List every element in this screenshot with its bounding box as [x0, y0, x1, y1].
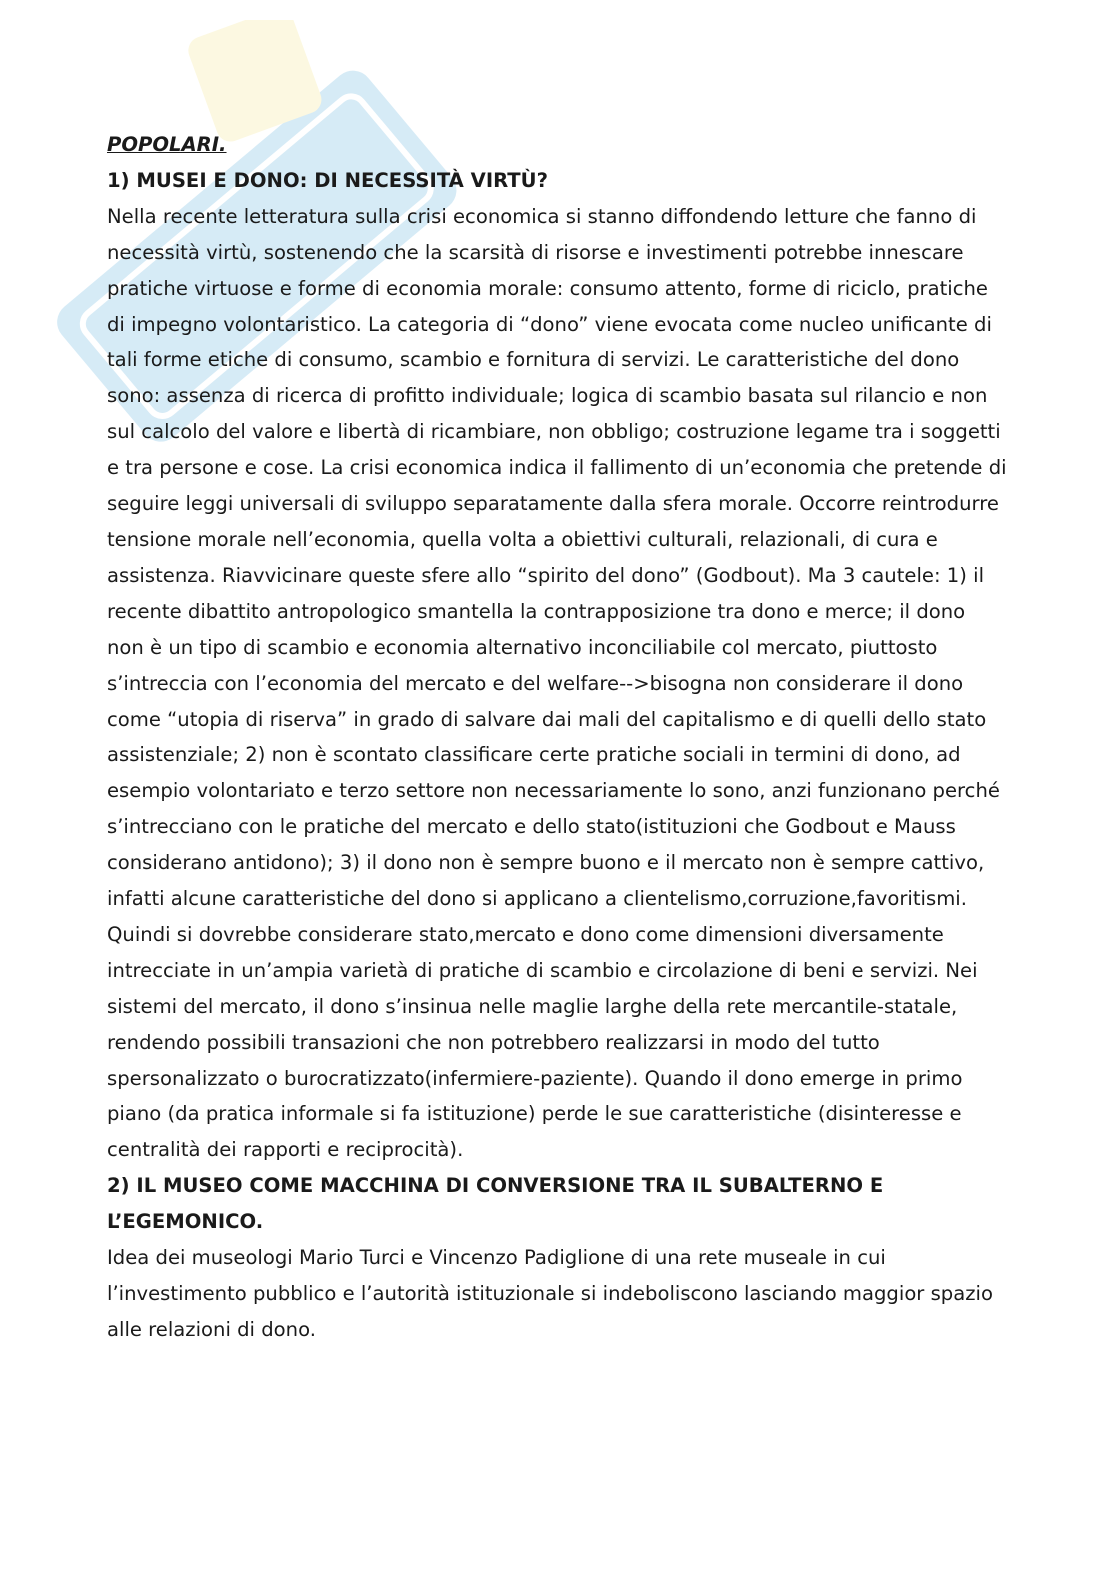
top-heading: POPOLARI.: [107, 133, 227, 156]
section-1-paragraph-1: Nella recente letteratura sulla crisi economica si stanno diffondendo letture che fanno di necessità virtù, sostenendo che la scarsità di risorse e investimenti potrebbe innescare pratiche virtuose e forme di economia morale: consumo attento, forme di riciclo, pratiche di impegno volontaristico. La categoria di “dono” viene evocata come nucleo unificante di tali forme etiche di consumo, scambio e fornitura di servizi. Le caratteristiche del dono sono: assenza di ricerca di profitto individuale; logica di scambio basata sul rilancio e non sul calcolo del valore e libertà di ricambiare, non obbligo; costruzione legame tra i soggetti e tra persone e cose. La crisi economica indica il fallimento di un’economia che pretende di seguire leggi universali di sviluppo separatamente dalla sfera morale. Occorre reintrodurre tensione morale nell’economia, quella volta a obiettivi culturali, relazionali, di cura e assistenza. Riavvicinare queste sfere allo “spirito del dono” (Godbout). Ma 3 cautele: 1) il recente dibattito antropologico smantella la contrapposizione tra dono e merce; il dono non è un tipo di scambio e economia alternativo inconciliabile col mercato, piuttosto s’intreccia con l’economia del mercato e del welfare-->bisogna non considerare il dono come “utopia di riserva” in grado di salvare dai mali del capitalismo e di quelli dello stato assistenziale; 2) non è scontato classificare certe pratiche sociali in termini di dono, ad esempio volontariato e terzo settore non necessariamente lo sono, anzi funzionano perché s’intrecciano con le pratiche del mercato e dello stato(istituzioni che Godbout e Mauss considerano antidono); 3) il dono non è sempre buono e il mercato non è sempre cattivo, infatti alcune caratteristiche del dono si applicano a clientelismo,corruzione,favoritismi.: [107, 204, 1007, 911]
section-1-title: 1) MUSEI E DONO: DI NECESSITÀ VIRTÙ?: [107, 168, 548, 192]
section-1-paragraph-2: Quindi si dovrebbe considerare stato,mercato e dono come dimensioni diversamente intrecciate in un’ampia varietà di pratiche di scambio e circolazione di beni e servizi. Nei sistemi del mercato, il dono s’insinua nelle maglie larghe della rete mercantile-statale, rendendo possibili transazioni che non potrebbero realizzarsi in modo del tutto spersonalizzato o burocratizzato(infermiere-paziente). Quando il dono emerge in primo piano (da pratica informale si fa istituzione) perde le sue caratteristiche (disinteresse e centralità dei rapporti e reciprocità).: [107, 922, 978, 1162]
section-2-title: 2) IL MUSEO COME MACCHINA DI CONVERSIONE TRA IL SUBALTERNO E L’EGEMONICO.: [107, 1174, 884, 1234]
document-page: [107, 127, 1007, 1348]
section-2-paragraph-1: Idea dei museologi Mario Turci e Vincenzo Padiglione di una rete museale in cui l’investimento pubblico e l’autorità istituzionale si indeboliscono lasciando maggior spazio alle relazioni di dono.: [107, 1246, 993, 1341]
